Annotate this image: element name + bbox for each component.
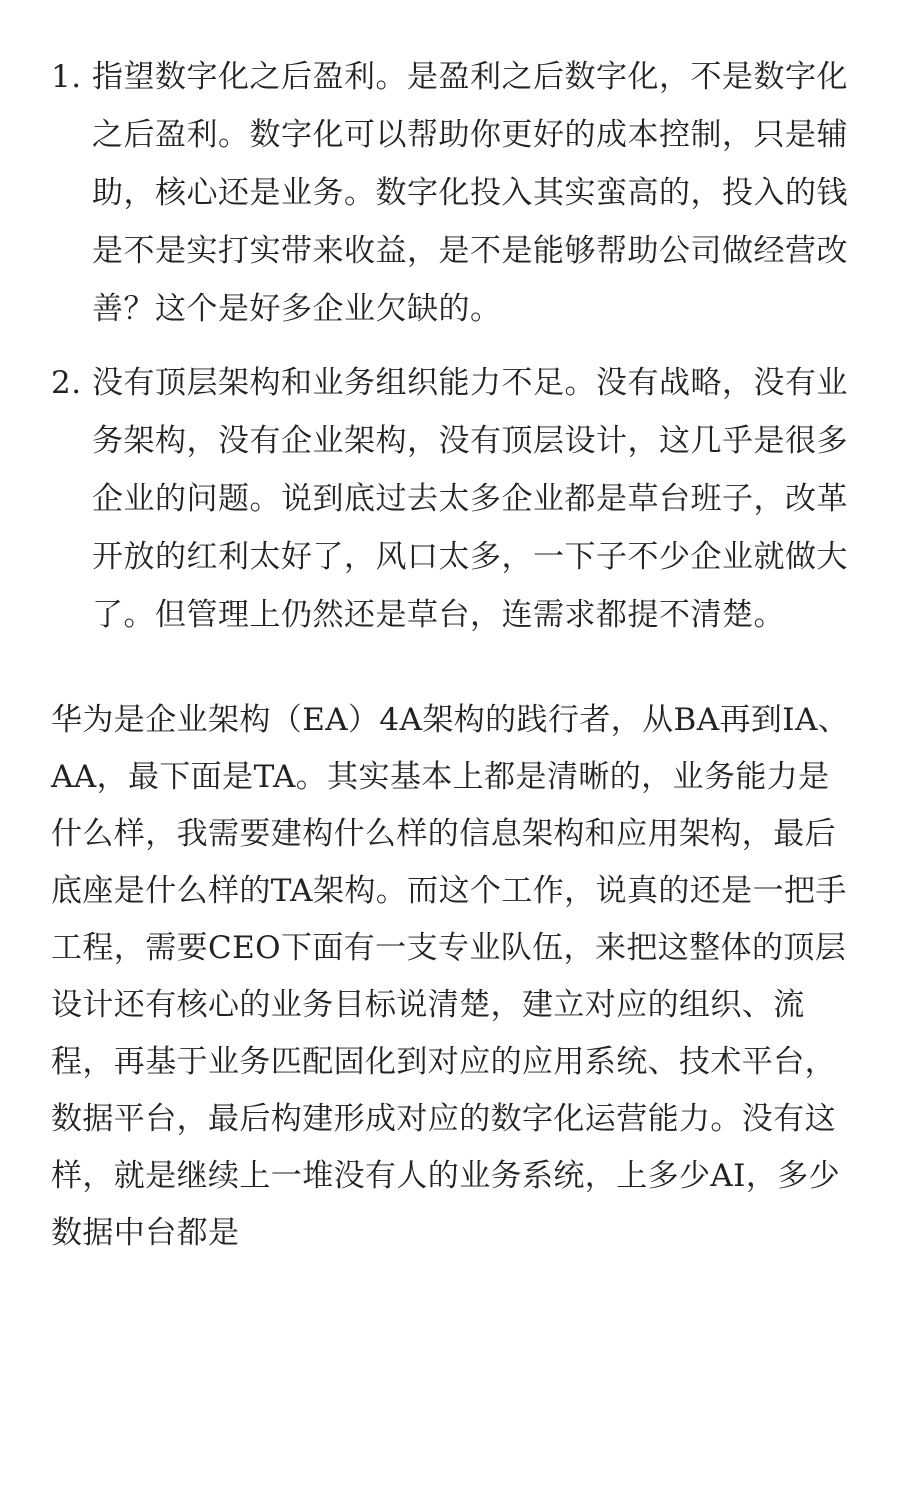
numbered-list: [51, 48, 851, 644]
list-item-text: 指望数字化之后盈利。是盈利之后数字化，不是数字化之后盈利。数字化可以帮助你更好的成本控制，只是辅助，核心还是业务。数字化投入其实蛮高的，投入的钱是不是实打实带来收益，是不是能够帮助公司做经营改善？这个是好多企业欠缺的。: [92, 59, 848, 327]
article-body: [51, 48, 851, 1262]
list-item-text: 没有顶层架构和业务组织能力不足。没有战略，没有业务架构，没有企业架构，没有顶层设计，这几乎是很多企业的问题。说到底过去太多企业都是草台班子，改革开放的红利太好了，风口太多，一下子不少企业就做大了。但管理上仍然还是草台，连需求都提不清楚。: [92, 365, 848, 633]
list-item: [51, 354, 851, 644]
body-paragraph: 华为是企业架构（EA）4A架构的践行者，从BA再到IA、AA，最下面是TA。其实基本上都是清晰的，业务能力是什么样，我需要建构什么样的信息架构和应用架构，最后底座是什么样的TA架构。而这个工作，说真的还是一把手工程，需要CEO下面有一支专业队伍，来把这整体的顶层设计还有核心的业务目标说清楚，建立对应的组织、流程，再基于业务匹配固化到对应的应用系统、技术平台，数据平台，最后构建形成对应的数字化运营能力。没有这样，就是继续上一堆没有人的业务系统，上多少AI，多少数据中台都是: [51, 702, 850, 1251]
list-number: 1.: [51, 59, 82, 95]
list-number: 2.: [51, 365, 82, 401]
list-item: [51, 48, 851, 338]
